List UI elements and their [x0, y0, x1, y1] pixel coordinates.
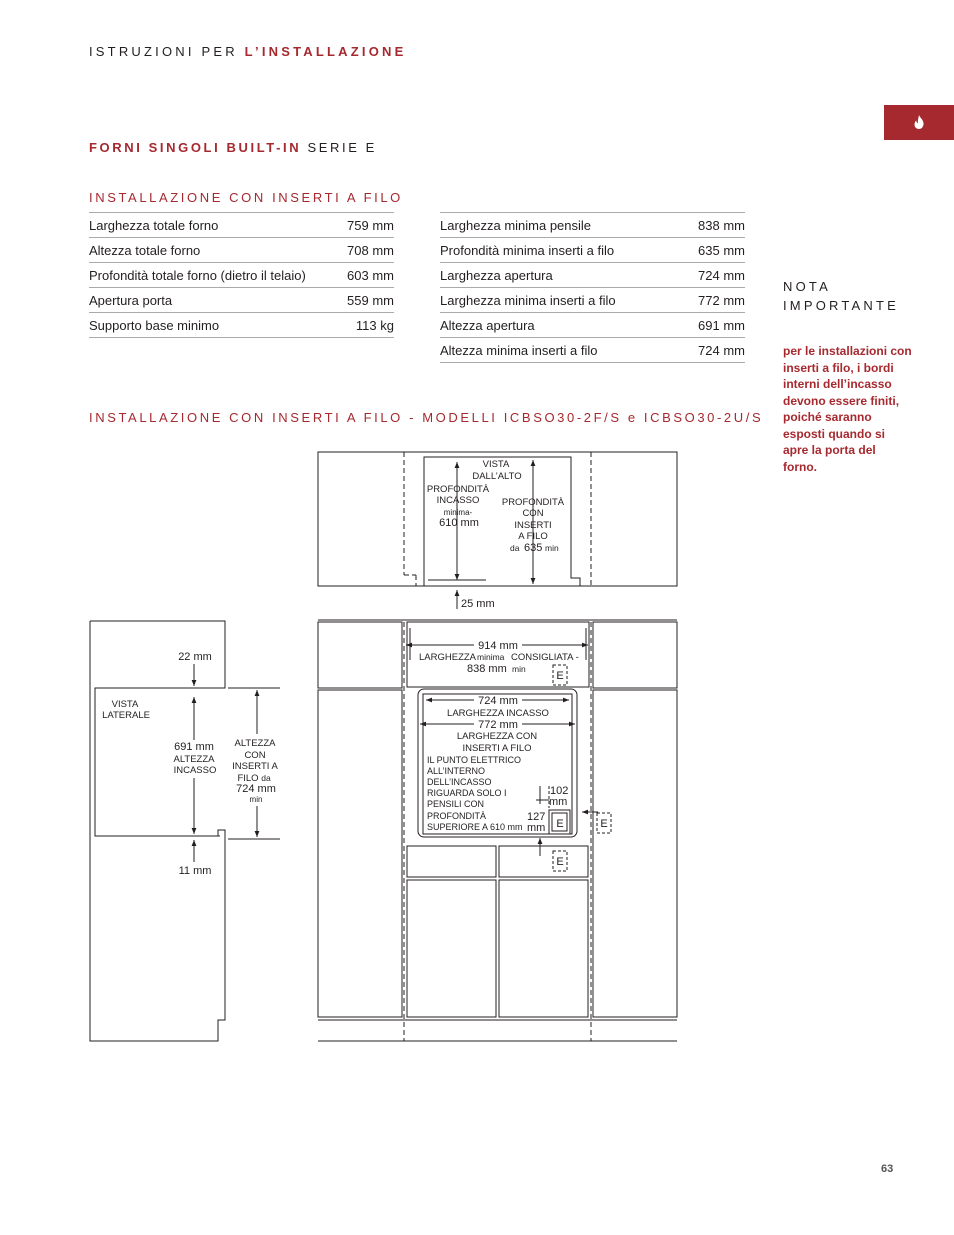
spec-value: 724 mm — [681, 263, 745, 288]
note-title-line2: IMPORTANTE — [783, 298, 900, 313]
spec-value: 708 mm — [340, 238, 394, 263]
header-strong: L’INSTALLAZIONE — [244, 44, 407, 59]
spec-value: 838 mm — [681, 213, 745, 238]
outlet-marker-inner: E — [556, 818, 564, 830]
outlet-marker-top: E — [556, 670, 564, 682]
outlet-marker-right: E — [600, 818, 608, 830]
front-d102: 102 — [550, 785, 569, 797]
side-alt-filo-min: min — [249, 795, 263, 804]
side-alt-filo-da: da — [261, 773, 271, 783]
front-d102-mm: mm — [549, 796, 568, 808]
spec-value: 772 mm — [681, 288, 745, 313]
side-alt-filo-4: FILO — [237, 773, 259, 784]
side-view-diagram — [90, 621, 280, 1041]
spec-label: Altezza totale forno — [89, 238, 340, 263]
prof-inserti-value: 635 — [524, 542, 543, 554]
prof-inserti-min: min — [545, 543, 559, 553]
spec-label: Larghezza minima pensile — [440, 213, 681, 238]
front-w838-min: min — [512, 664, 526, 674]
front-consigliata: CONSIGLIATA - — [511, 652, 579, 663]
prof-incasso-3: minima- — [443, 508, 473, 517]
section1-title: INSTALLAZIONE CON INSERTI A FILO — [89, 190, 403, 205]
prof-incasso-1: PROFONDITÀ — [426, 484, 490, 495]
spec-label: Profondità minima inserti a filo — [440, 238, 681, 263]
prof-inserti-3: INSERTI — [514, 520, 552, 531]
front-d127-mm: mm — [527, 822, 546, 834]
spec-label: Supporto base minimo — [89, 313, 340, 338]
note-title-line1: NOTA — [783, 279, 831, 294]
front-elettrico-4: RIGUARDA SOLO I — [427, 788, 507, 798]
front-larg: LARGHEZZA — [419, 652, 477, 663]
subtitle-strong: FORNI SINGOLI BUILT-IN — [89, 140, 302, 155]
spec-value: 724 mm — [681, 338, 745, 363]
section2-title: INSTALLAZIONE CON INSERTI A FILO - MODELLI ICBSO30-2F/S e ICBSO30-2U/S — [89, 410, 764, 425]
top-view-title-2: DALL’ALTO — [472, 471, 522, 482]
side-alt-label-2: INCASSO — [173, 765, 217, 776]
front-d127: 127 — [527, 811, 546, 823]
spec-label: Larghezza minima inserti a filo — [440, 288, 681, 313]
front-larg-inserti-2: INSERTI A FILO — [462, 743, 532, 754]
top-view-title-1: VISTA — [482, 459, 510, 470]
side-vista-1: VISTA — [111, 699, 139, 710]
spec-label: Larghezza apertura — [440, 263, 681, 288]
spec-label: Altezza minima inserti a filo — [440, 338, 681, 363]
top-gap-value: 25 mm — [461, 598, 495, 610]
spec-value: 113 kg — [340, 313, 394, 338]
subtitle-rest: SERIE E — [301, 140, 377, 155]
side-alt-label-1: ALTEZZA — [173, 754, 215, 765]
side-alt-filo-3: INSERTI A — [232, 761, 278, 772]
side-top-gap: 22 mm — [178, 651, 212, 663]
spec-value: 635 mm — [681, 238, 745, 263]
prof-incasso-value: 610 mm — [439, 517, 479, 529]
front-elettrico-2: ALL’INTERNO — [427, 766, 486, 776]
spec-value: 559 mm — [340, 288, 394, 313]
prof-inserti-2: CON — [522, 508, 544, 519]
spec-value: 603 mm — [340, 263, 394, 288]
front-w724: 724 mm — [478, 695, 518, 707]
side-alt-value: 691 mm — [174, 741, 214, 753]
prof-incasso-2: INCASSO — [436, 495, 480, 506]
spec-value: 759 mm — [340, 213, 394, 238]
page-number: 63 — [881, 1163, 894, 1175]
front-larg-inserti-1: LARGHEZZA CON — [456, 731, 538, 742]
side-bottom-gap: 11 mm — [178, 865, 212, 877]
prof-inserti-1: PROFONDITÀ — [501, 497, 565, 508]
front-elettrico-6: PROFONDITÀ — [427, 811, 487, 821]
note-text: per le installazioni con inserti a filo, i bordi interni dell’incasso devono essere finiti, poiché saranno esposti quando si apre la porta del forno. — [783, 344, 912, 474]
header-prefix: ISTRUZIONI PER — [89, 44, 245, 59]
side-vista-2: LATERALE — [102, 710, 150, 721]
side-alt-filo-2: CON — [244, 750, 266, 761]
front-larg-incasso: LARGHEZZA INCASSO — [447, 708, 549, 719]
spec-label: Profondità totale forno (dietro il telaio) — [89, 263, 340, 288]
spec-label: Larghezza totale forno — [89, 213, 340, 238]
front-elettrico-7: SUPERIORE A 610 mm — [427, 822, 523, 832]
front-elettrico-5: PENSILI CON — [427, 799, 485, 809]
spec-label: Apertura porta — [89, 288, 340, 313]
front-w772: 772 mm — [478, 719, 518, 731]
front-w838: 838 mm — [467, 663, 507, 675]
outlet-marker-bottom: E — [556, 856, 564, 868]
front-elettrico-1: IL PUNTO ELETTRICO — [427, 755, 522, 765]
front-elettrico-3: DELL’INCASSO — [427, 777, 492, 787]
prof-inserti-4: A FILO — [518, 531, 548, 542]
prof-inserti-da: da — [510, 543, 520, 553]
spec-value: 691 mm — [681, 313, 745, 338]
front-w914: 914 mm — [478, 640, 518, 652]
spec-label: Altezza apertura — [440, 313, 681, 338]
side-alt-filo-value: 724 mm — [236, 783, 276, 795]
side-alt-filo-1: ALTEZZA — [234, 738, 276, 749]
front-minima: minima — [477, 652, 505, 662]
